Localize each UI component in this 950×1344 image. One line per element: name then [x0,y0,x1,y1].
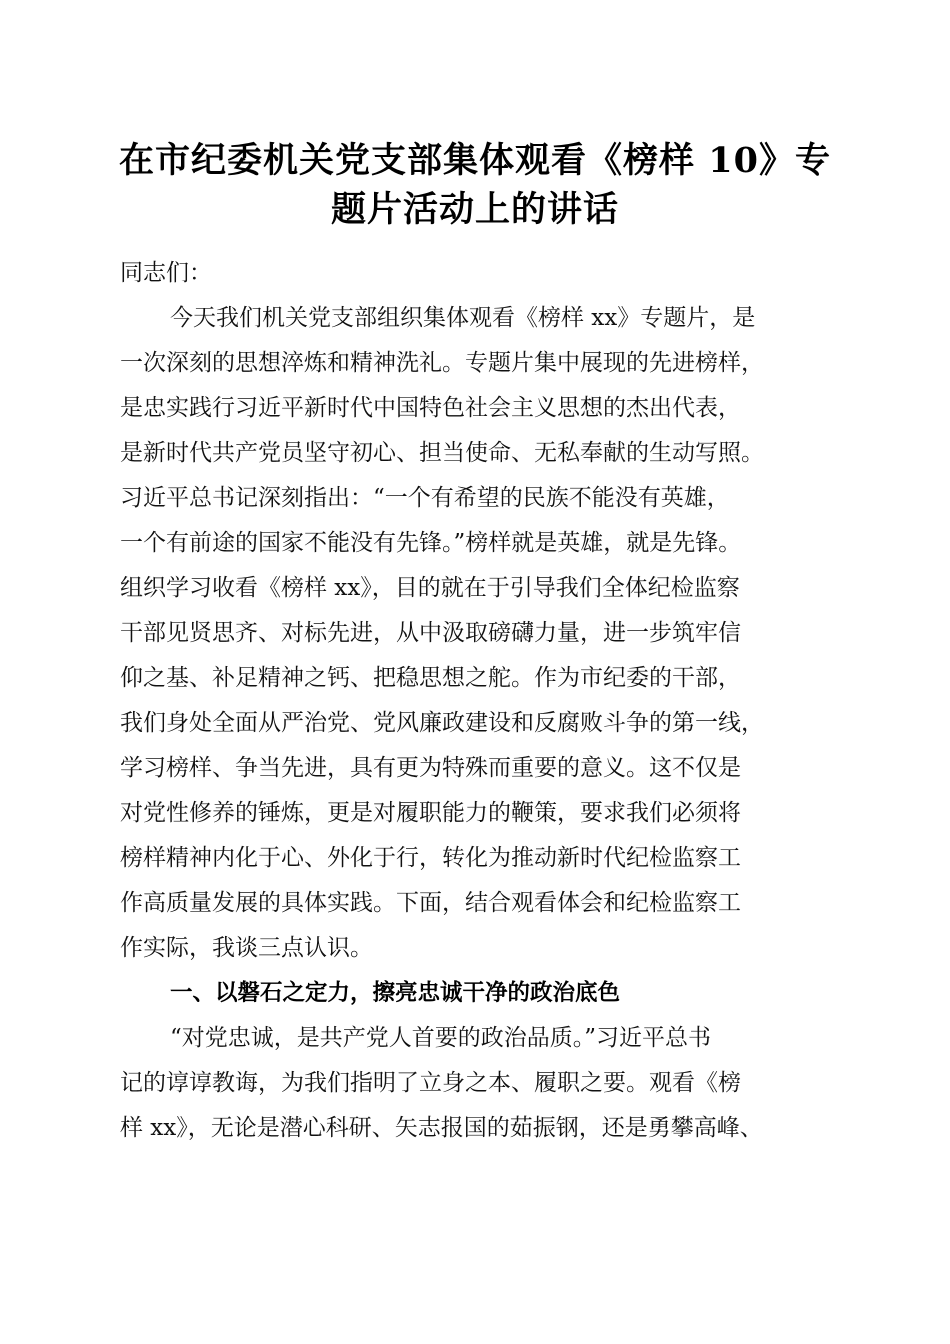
paragraph-line: 组织学习收看《榜样 xx》，目的就在于引导我们全体纪检监察 [120,575,740,601]
paragraph-line: 习近平总书记深刻指出：“一个有希望的民族不能没有英雄， [120,485,730,511]
paragraph-line: 对党性修养的锤炼，更是对履职能力的鞭策，要求我们必须将 [120,800,741,826]
section-paragraph-line: “对党忠诚，是共产党人首要的政治品质。”习近平总书 [170,1025,712,1051]
paragraph-line: 作高质量发展的具体实践。下面，结合观看体会和纪检监察工 [120,890,741,916]
document-title [100,136,850,234]
section-heading: 一、以磐石之定力，擦亮忠诚干净的政治底色 [170,980,621,1006]
greeting: 同志们： [120,260,212,286]
title-line-2: 题片活动上的讲话 [330,189,619,230]
paragraph-line: 学习榜样、争当先进，具有更为特殊而重要的意义。这不仅是 [120,755,741,781]
section-paragraph-line: 记的谆谆教诲，为我们指明了立身之本、履职之要。观看《榜 [120,1070,741,1096]
section-paragraph-line: 样 xx》，无论是潜心科研、矢志报国的茹振钢，还是勇攀高峰、 [120,1115,763,1141]
paragraph-line: 干部见贤思齐、对标先进，从中汲取磅礴力量，进一步筑牢信 [120,620,741,646]
paragraph-line: 一次深刻的思想淬炼和精神洗礼。专题片集中展现的先进榜样， [120,350,764,376]
paragraph-line: 我们身处全面从严治党、党风廉政建设和反腐败斗争的第一线， [120,710,764,736]
title-line-1: 在市纪委机关党支部集体观看《榜样 10》专 [119,140,831,181]
document-body [120,251,835,1151]
paragraph-line: 是忠实践行习近平新时代中国特色社会主义思想的杰出代表， [120,395,741,421]
paragraph-line: 仰之基、补足精神之钙、把稳思想之舵。作为市纪委的干部， [120,665,741,691]
paragraph-line: 榜样精神内化于心、外化于行，转化为推动新时代纪检监察工 [120,845,741,871]
paragraph-line: 一个有前途的国家不能没有先锋。”榜样就是英雄，就是先锋。 [120,530,742,556]
paragraph-line: 今天我们机关党支部组织集体观看《榜样 xx》专题片，是 [170,305,756,331]
paragraph-line: 是新时代共产党员坚守初心、担当使命、无私奉献的生动写照。 [120,440,764,466]
paragraph-line: 作实际，我谈三点认识。 [120,935,373,961]
